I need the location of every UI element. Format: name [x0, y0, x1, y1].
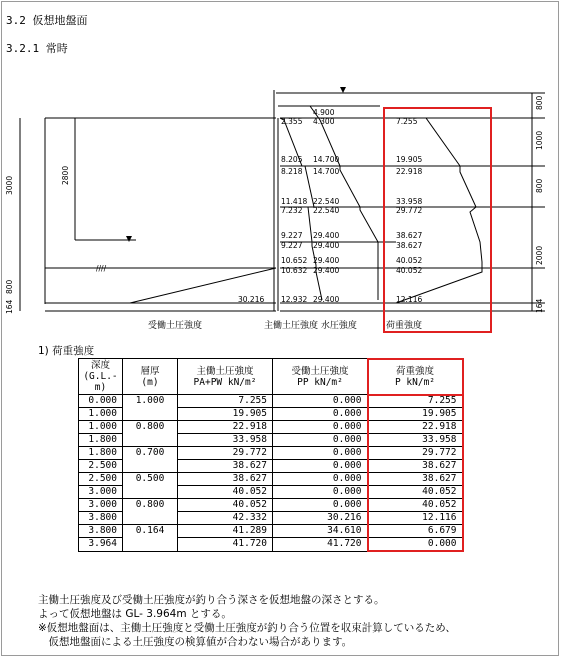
header-thickness: 層厚 (m) [123, 359, 178, 395]
water-pressure-label: 22.540 [313, 206, 340, 215]
water-pressure-label: 29.400 [313, 256, 340, 265]
cell-layer: 0.700 [123, 447, 178, 473]
header-passive: 受働土圧強度 PP kN/m² [273, 359, 368, 395]
header-load: 荷重強度 P kN/m² [368, 359, 463, 395]
cell-load: 0.000 [368, 538, 463, 552]
load-intensity-table [78, 358, 464, 552]
cell-passive: 0.000 [273, 434, 368, 447]
cell-layer: 0.164 [123, 525, 178, 552]
active-pressure-label: 12.932 [281, 295, 308, 304]
note-line: 主働土圧強度及び受働土圧強度が釣り合う深さを仮想地盤の深さとする。 [38, 594, 385, 606]
load-value-label: 22.918 [396, 167, 423, 176]
table-row [79, 499, 463, 512]
note-line: ※仮想地盤面は、主働土圧強度と受働土圧強度が釣り合う位置を収束計算しているため、 [38, 622, 456, 634]
cell-passive: 0.000 [273, 486, 368, 499]
cell-load: 6.679 [368, 525, 463, 538]
water-pressure-label: 22.540 [313, 197, 340, 206]
load-value-label: 33.958 [396, 197, 423, 206]
cell-passive: 0.000 [273, 447, 368, 460]
active-pressure-label: 2.355 [281, 117, 303, 126]
water-pressure-label: 14.700 [313, 167, 340, 176]
cell-layer: 0.800 [123, 499, 178, 525]
water-head-label: 4.900 [313, 108, 335, 117]
cell-active: 38.627 [178, 460, 273, 473]
active-pressure-label: 9.227 [281, 231, 303, 240]
water-pressure-label: 29.400 [313, 295, 340, 304]
cell-depth: 3.000 [79, 486, 123, 499]
cell-depth: 1.000 [79, 421, 123, 434]
cell-active: 29.772 [178, 447, 273, 460]
cell-depth: 2.500 [79, 460, 123, 473]
cell-depth: 3.000 [79, 499, 123, 512]
cell-layer: 0.500 [123, 473, 178, 499]
load-table-title: 1) 荷重強度 [38, 345, 95, 357]
cell-load: 38.627 [368, 473, 463, 486]
cell-active: 38.627 [178, 473, 273, 486]
active-pressure-label: 10.652 [281, 256, 308, 265]
active-pressure-label: 8.205 [281, 155, 303, 164]
load-value-label: 40.052 [396, 256, 423, 265]
dim-label: 2000 [535, 245, 544, 265]
cell-passive: 0.000 [273, 408, 368, 421]
cell-load: 7.255 [368, 395, 463, 408]
cell-load: 33.958 [368, 434, 463, 447]
load-value-label: 12.116 [396, 295, 423, 304]
active-pressure-label: 8.218 [281, 167, 303, 176]
dim-label: 800 [535, 178, 544, 193]
water-level-marker-icon [126, 236, 132, 242]
water-pressure-label: 4.300 [313, 117, 335, 126]
cell-depth: 3.800 [79, 512, 123, 525]
active-pressure-label: 10.632 [281, 266, 308, 275]
passive-caption: 受働土圧強度 [148, 321, 203, 331]
cell-depth: 3.800 [79, 525, 123, 538]
cell-active: 42.332 [178, 512, 273, 525]
note-line: よって仮想地盤は GL- 3.964m とする。 [38, 608, 232, 620]
cell-depth: 1.000 [79, 408, 123, 421]
cell-depth: 3.964 [79, 538, 123, 552]
load-value-label: 19.905 [396, 155, 423, 164]
cell-active: 33.958 [178, 434, 273, 447]
cell-depth: 1.800 [79, 434, 123, 447]
cell-active: 41.720 [178, 538, 273, 552]
load-value-label: 7.255 [396, 117, 418, 126]
section-title: 3.2 仮想地盤面 [6, 14, 88, 27]
cell-load: 40.052 [368, 486, 463, 499]
cell-passive: 0.000 [273, 473, 368, 486]
table-row [79, 421, 463, 434]
dim-label: 164 [535, 298, 544, 313]
active-pressure-label: 9.227 [281, 241, 303, 250]
cell-passive: 30.216 [273, 512, 368, 525]
header-depth: 深度 (G.L.-m) [79, 359, 123, 395]
cell-active: 22.918 [178, 421, 273, 434]
passive-value: 30.216 [238, 295, 265, 304]
cell-load: 12.116 [368, 512, 463, 525]
cell-active: 40.052 [178, 499, 273, 512]
dim-label: 2800 [61, 165, 70, 185]
cell-active: 19.905 [178, 408, 273, 421]
section-subtitle: 3.2.1 常時 [6, 42, 68, 55]
cell-passive: 34.610 [273, 525, 368, 538]
load-value-label: 40.052 [396, 266, 423, 275]
load-value-label: 38.627 [396, 241, 423, 250]
cell-passive: 41.720 [273, 538, 368, 552]
cell-depth: 0.000 [79, 395, 123, 408]
table-row [79, 473, 463, 486]
active-caption: 主働土圧強度 水圧強度 [264, 321, 357, 331]
water-pressure-label: 29.400 [313, 266, 340, 275]
water-pressure-label: 29.400 [313, 231, 340, 240]
cell-load: 29.772 [368, 447, 463, 460]
cell-passive: 0.000 [273, 460, 368, 473]
cell-passive: 0.000 [273, 499, 368, 512]
dim-label: 800 [5, 279, 14, 294]
cell-passive: 0.000 [273, 395, 368, 408]
cell-depth: 2.500 [79, 473, 123, 486]
cell-passive: 0.000 [273, 421, 368, 434]
note-line: 仮想地盤面による土圧強度の検算値が合わない場合があります。 [38, 636, 353, 648]
dim-label: 800 [535, 95, 544, 110]
cell-active: 41.289 [178, 525, 273, 538]
cell-active: 7.255 [178, 395, 273, 408]
dim-label: 3000 [5, 175, 14, 195]
load-value-label: 29.772 [396, 206, 423, 215]
table-header-row [79, 359, 463, 395]
load-caption: 荷重強度 [386, 321, 423, 331]
dim-label: 1000 [535, 130, 544, 150]
ground-surface-marker: //// [96, 264, 107, 273]
cell-layer: 1.000 [123, 395, 178, 421]
table-row [79, 395, 463, 408]
cell-load: 40.052 [368, 499, 463, 512]
cell-depth: 1.800 [79, 447, 123, 460]
load-value-label: 38.627 [396, 231, 423, 240]
water-level-marker-icon [340, 87, 346, 93]
cell-active: 40.052 [178, 486, 273, 499]
cell-layer: 0.800 [123, 421, 178, 447]
notes [38, 593, 456, 649]
cell-load: 19.905 [368, 408, 463, 421]
cell-load: 38.627 [368, 460, 463, 473]
water-pressure-label: 29.400 [313, 241, 340, 250]
table-row [79, 525, 463, 538]
active-pressure-label: 11.418 [281, 197, 308, 206]
table-row [79, 447, 463, 460]
active-pressure-label: 7.232 [281, 206, 303, 215]
dim-label: 164 [5, 299, 14, 314]
water-pressure-label: 14.700 [313, 155, 340, 164]
cell-load: 22.918 [368, 421, 463, 434]
header-active: 主働土圧強度 PA+PW kN/m² [178, 359, 273, 395]
